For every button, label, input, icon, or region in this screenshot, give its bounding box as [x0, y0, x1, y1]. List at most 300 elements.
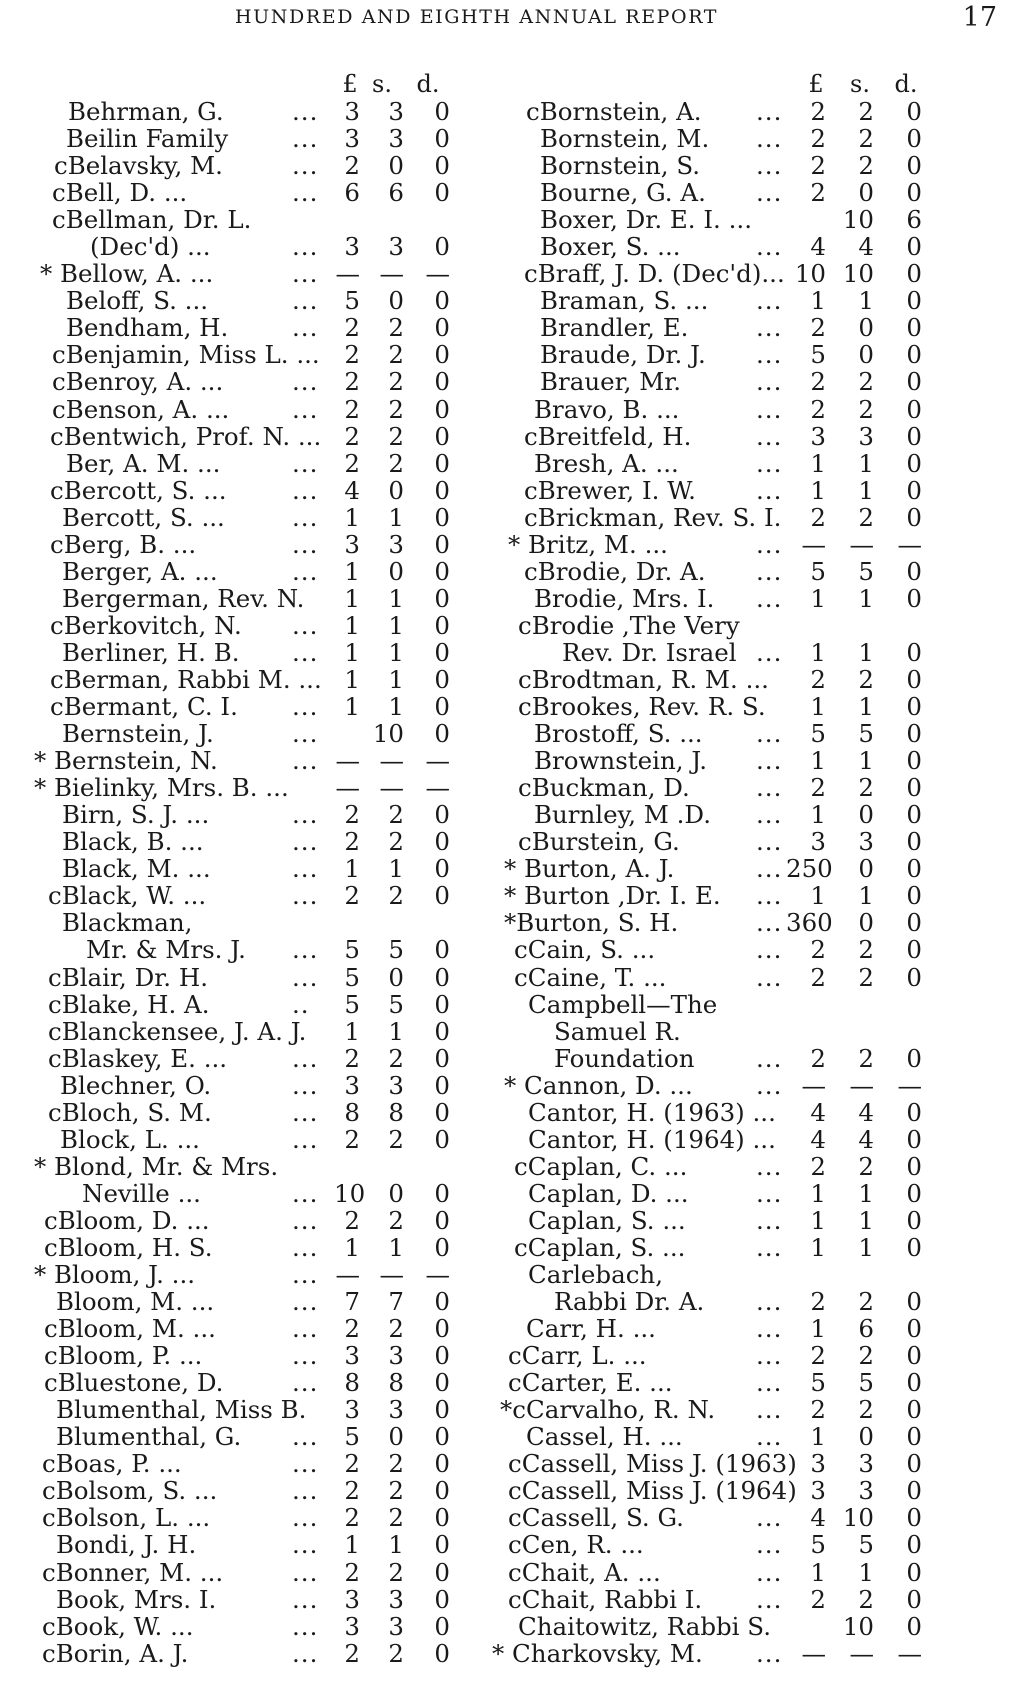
pence-amount: 0: [906, 556, 922, 586]
pence-amount: 0: [906, 1287, 922, 1317]
leader-dots: ...: [756, 1557, 783, 1587]
pence-amount: 0: [906, 475, 922, 505]
shillings-amount: 6: [388, 178, 404, 208]
pounds-amount: 2: [344, 881, 360, 911]
pounds-amount: 2: [810, 313, 826, 343]
subscription-row: [34, 1288, 504, 1315]
pence-amount: —: [425, 1260, 450, 1290]
shillings-amount: 5: [388, 989, 404, 1019]
subscription-row: [508, 1341, 998, 1371]
pounds-amount: 2: [344, 1557, 360, 1587]
pence-amount: 0: [906, 746, 922, 776]
pounds-amount: 2: [810, 124, 826, 154]
subscription-row: [518, 314, 998, 341]
subscription-row: [34, 558, 504, 585]
shillings-amount: 2: [388, 1043, 404, 1073]
shillings-amount: 2: [388, 1557, 404, 1587]
pence-amount: 0: [434, 719, 450, 749]
pence-amount: 0: [906, 773, 922, 803]
pounds-amount: 1: [810, 286, 826, 316]
subscriber-name: Boxer, Dr. E. I. ...: [540, 205, 752, 235]
shillings-amount: 1: [388, 664, 404, 694]
subscription-row: [492, 1638, 998, 1668]
subscription-row: [504, 854, 998, 884]
subscriber-name: Brostoff, S. ...: [534, 719, 703, 749]
pence-amount: 0: [906, 962, 922, 992]
left-column: [34, 70, 504, 1667]
subscriber-name: cBonner, M. ...: [42, 1557, 224, 1587]
shillings-amount: 3: [858, 1476, 874, 1506]
subscriber-name: * Bellow, A. ...: [40, 259, 214, 289]
pounds-amount: 1: [344, 502, 360, 532]
leader-dots: ...: [292, 1449, 319, 1479]
subscription-row: [518, 1288, 998, 1315]
shillings-amount: 1: [388, 583, 404, 613]
shillings-amount: 3: [388, 97, 404, 126]
pounds-amount: 3: [344, 124, 360, 154]
shillings-amount: 1: [388, 854, 404, 884]
pounds-amount: 1: [344, 1530, 360, 1560]
subscription-row: [34, 666, 504, 693]
shillings-amount: 0: [388, 151, 404, 181]
pounds-amount: 2: [344, 827, 360, 857]
subscriber-name: * Bloom, J. ...: [34, 1260, 196, 1290]
shillings-amount: 2: [388, 1638, 404, 1668]
shillings-amount: 2: [388, 1124, 404, 1154]
subscription-row: [34, 612, 504, 639]
pounds-amount: 3: [344, 1611, 360, 1641]
leader-dots: ...: [756, 881, 783, 911]
pence-amount: 0: [434, 989, 450, 1019]
shillings-amount: 1: [858, 637, 874, 667]
subscriber-name: Cassel, H. ...: [526, 1422, 683, 1452]
shillings-amount: —: [849, 529, 874, 559]
subscription-row: [514, 1232, 998, 1262]
subscriber-name: Burnley, M .D.: [534, 800, 711, 830]
subscription-row: [34, 1586, 504, 1613]
leader-dots: ...: [292, 800, 319, 830]
subscription-row: [34, 260, 504, 287]
page-header: [0, 0, 1027, 40]
pence-amount: 0: [434, 529, 450, 559]
leader-dots: ...: [756, 1232, 783, 1262]
subscription-row: [34, 1099, 504, 1126]
pounds-amount: 3: [344, 1584, 360, 1614]
pounds-amount: 2: [810, 1043, 826, 1073]
pounds-amount: 3: [810, 421, 826, 451]
subscription-row: [34, 396, 504, 423]
leader-dots: ...: [756, 1422, 783, 1452]
shillings-amount: 2: [858, 1151, 874, 1181]
pence-amount: 0: [906, 692, 922, 722]
pence-amount: 0: [906, 1097, 922, 1127]
leader-dots: ...: [292, 1476, 319, 1506]
subscriber-name: cBuckman, D.: [518, 773, 690, 803]
pence-amount: 0: [434, 97, 450, 126]
pounds-amount: 2: [810, 1151, 826, 1181]
pounds-amount: 5: [344, 962, 360, 992]
pence-amount: 0: [434, 286, 450, 316]
subscriber-name: cChait, Rabbi I.: [508, 1584, 703, 1614]
pence-amount: 0: [434, 1503, 450, 1533]
subscriber-name: cBlair, Dr. H.: [48, 962, 208, 992]
subscription-row: [34, 152, 504, 179]
subscription-row: [34, 828, 504, 855]
pence-amount: 0: [906, 800, 922, 830]
pounds-amount: —: [801, 1070, 826, 1100]
pence-amount: 0: [434, 827, 450, 857]
subscriber-name: cCassell, S. G.: [508, 1503, 684, 1533]
shillings-amount: 1: [388, 692, 404, 722]
subscriber-name: cBrickman, Rev. S. I.: [524, 502, 782, 532]
pence-amount: 0: [906, 1476, 922, 1506]
pence-amount: 0: [906, 1314, 922, 1344]
pounds-amount: —: [335, 746, 360, 776]
pence-amount: 0: [906, 1557, 922, 1587]
subscription-row: [34, 1315, 504, 1342]
subscription-row: [518, 1261, 998, 1288]
subscription-row: [514, 962, 998, 992]
leader-dots: ...: [292, 692, 319, 722]
pounds-amount: 2: [344, 448, 360, 478]
shillings-amount: 0: [858, 800, 874, 830]
subscriber-name: Berliner, H. B.: [62, 637, 240, 667]
leader-dots: ...: [756, 827, 783, 857]
shillings-amount: 5: [858, 1368, 874, 1398]
pence-amount: 0: [434, 394, 450, 424]
subscription-row: [34, 125, 504, 152]
leader-dots: ..: [292, 989, 310, 1019]
leader-dots: ...: [756, 1341, 783, 1371]
leader-dots: ...: [292, 151, 319, 181]
leader-dots: ...: [292, 1314, 319, 1344]
subscription-row: [34, 423, 504, 450]
subscription-row: [518, 260, 998, 287]
subscription-row: [504, 908, 998, 938]
shillings-amount: 2: [388, 881, 404, 911]
leader-dots: ...: [292, 1070, 319, 1100]
leader-dots: ...: [292, 1232, 319, 1262]
subscription-row: [518, 747, 998, 774]
subscriber-name: cCaplan, C. ...: [514, 1151, 688, 1181]
subscription-row: [514, 935, 998, 965]
subscriber-name: cBrookes, Rev. R. S.: [518, 692, 766, 722]
leader-dots: ...: [292, 448, 319, 478]
pence-amount: 0: [906, 1422, 922, 1452]
subscriber-name: Brauer, Mr.: [540, 367, 682, 397]
subscriber-name: cBentwich, Prof. N. ...: [50, 421, 322, 451]
leader-dots: ...: [292, 286, 319, 316]
subscriber-name: cBloom, H. S.: [44, 1232, 213, 1262]
pence-amount: 0: [906, 1584, 922, 1614]
shillings-amount: 1: [858, 881, 874, 911]
pounds-amount: 1: [810, 637, 826, 667]
pence-amount: 0: [906, 1368, 922, 1398]
shillings-amount: 1: [388, 502, 404, 532]
shillings-amount: 3: [388, 124, 404, 154]
leader-dots: ...: [292, 1557, 319, 1587]
report-title: HUNDRED AND EIGHTH ANNUAL REPORT: [235, 6, 719, 28]
subscriber-name: * Charkovsky, M.: [492, 1638, 703, 1668]
pence-amount: 0: [906, 1449, 922, 1479]
subscriber-name: Bresh, A. ...: [534, 448, 679, 478]
pence-amount: 0: [906, 232, 922, 262]
pounds-amount: 1: [344, 1016, 360, 1046]
leader-dots: ...: [292, 97, 319, 126]
subscription-row: [518, 1423, 998, 1450]
shillings-amount: 2: [388, 827, 404, 857]
pence-amount: 0: [434, 935, 450, 965]
pounds-amount: 5: [810, 556, 826, 586]
subscriber-name: cBlake, H. A.: [48, 989, 210, 1019]
subscriber-name: Boxer, S. ...: [540, 232, 681, 262]
pounds-amount: 3: [344, 1395, 360, 1425]
leader-dots: ...: [292, 1205, 319, 1235]
subscriber-name: (Dec'd) ...: [90, 232, 211, 262]
pence-amount: 0: [434, 692, 450, 722]
subscriber-name: cBraff, J. D. (Dec'd)...: [524, 259, 785, 289]
pounds-amount: 3: [810, 827, 826, 857]
shillings-amount: 5: [388, 935, 404, 965]
shillings-amount: —: [379, 773, 404, 803]
subscription-row: [504, 1070, 998, 1100]
shillings-amount: 3: [388, 1611, 404, 1641]
pence-amount: 0: [434, 1476, 450, 1506]
leader-dots: ...: [292, 259, 319, 289]
pounds-amount: 250: [786, 854, 833, 884]
subscription-row: [518, 287, 998, 314]
pence-amount: 0: [906, 1178, 922, 1208]
pence-amount: 0: [434, 313, 450, 343]
subscription-row: [34, 1396, 504, 1423]
pence-amount: 0: [434, 1016, 450, 1046]
subscriber-name: cBenroy, A. ...: [52, 367, 224, 397]
subscription-row: [34, 341, 504, 368]
shillings-amount: 0: [388, 1178, 404, 1208]
pence-amount: 0: [906, 854, 922, 884]
subscription-row: [34, 747, 504, 774]
shillings-amount: 5: [858, 556, 874, 586]
subscriber-name: cBloom, D. ...: [44, 1205, 210, 1235]
pounds-amount: 3: [810, 1476, 826, 1506]
pence-amount: 0: [434, 421, 450, 451]
pence-amount: 0: [906, 340, 922, 370]
subscriber-name: Bourne, G. A.: [540, 178, 706, 208]
leader-dots: ...: [292, 1368, 319, 1398]
shillings-amount: 2: [858, 664, 874, 694]
shillings-amount: 2: [388, 1476, 404, 1506]
shillings-amount: 4: [858, 1097, 874, 1127]
subscriber-name: Rabbi Dr. A.: [554, 1287, 705, 1317]
subscriber-name: cBornstein, A.: [526, 97, 702, 126]
subscriber-name: cBenjamin, Miss L. ...: [52, 340, 320, 370]
subscription-row: [34, 233, 504, 260]
pounds-amount: 4: [810, 1124, 826, 1154]
pounds-amount: 3: [344, 529, 360, 559]
subscriber-name: cCarr, L. ...: [508, 1341, 647, 1371]
pence-amount: 0: [906, 421, 922, 451]
subscription-row: [34, 1342, 504, 1369]
subscriber-name: cBurstein, G.: [518, 827, 680, 857]
pence-amount: 0: [906, 1395, 922, 1425]
currency-units-header: [34, 70, 504, 98]
subscription-row: [34, 1531, 504, 1558]
leader-dots: ...: [756, 773, 783, 803]
leader-dots: ...: [756, 637, 783, 667]
pounds-amount: 2: [344, 340, 360, 370]
shillings-amount: 0: [858, 1422, 874, 1452]
pence-amount: 0: [434, 854, 450, 884]
pounds-amount: 2: [810, 1584, 826, 1614]
subscriber-name: Braude, Dr. J.: [540, 340, 706, 370]
shillings-amount: 2: [858, 367, 874, 397]
pence-amount: 0: [434, 367, 450, 397]
shillings-amount: 3: [858, 827, 874, 857]
subscriber-name: cBloom, P. ...: [44, 1341, 203, 1371]
subscriber-name: Neville ...: [82, 1178, 201, 1208]
subscription-row: [34, 1613, 504, 1640]
pounds-amount: 2: [810, 1341, 826, 1371]
pounds-amount: 5: [810, 1530, 826, 1560]
pence-amount: 0: [434, 1395, 450, 1425]
subscriber-name: cBreitfeld, H.: [524, 421, 692, 451]
pence-amount: 0: [434, 1287, 450, 1317]
pence-amount: 0: [906, 1232, 922, 1262]
leader-dots: ...: [292, 313, 319, 343]
leader-dots: ...: [756, 1584, 783, 1614]
subscription-row: [518, 368, 998, 395]
pounds-amount: 1: [810, 1205, 826, 1235]
subscriber-name: Chaitowitz, Rabbi S.: [518, 1611, 772, 1641]
subscriber-name: cBerkovitch, N.: [50, 610, 242, 640]
leader-dots: ...: [756, 97, 783, 126]
subscription-row: [34, 855, 504, 882]
pence-amount: 0: [906, 1503, 922, 1533]
subscriber-name: Brandler, E.: [540, 313, 689, 343]
leader-dots: ...: [756, 1070, 783, 1100]
shillings-amount: 1: [858, 1178, 874, 1208]
pence-amount: 0: [434, 448, 450, 478]
subscriber-name: cBrewer, I. W.: [524, 475, 696, 505]
shillings-amount: 1: [858, 692, 874, 722]
pence-amount: 0: [434, 151, 450, 181]
subscriber-name: * Burton ,Dr. I. E.: [504, 881, 721, 911]
shillings-amount: 1: [858, 448, 874, 478]
shillings-amount: 2: [858, 1287, 874, 1317]
pounds-unit: £: [342, 70, 358, 98]
subscription-row: [34, 1180, 504, 1207]
pence-amount: 0: [434, 340, 450, 370]
subscription-row: [518, 774, 998, 801]
subscription-row: [518, 1099, 998, 1126]
subscriber-name: cCaplan, S. ...: [514, 1232, 686, 1262]
subscription-row: [518, 450, 998, 477]
subscriber-name: Book, Mrs. I.: [56, 1584, 217, 1614]
subscriber-name: cBloch, S. M.: [48, 1097, 212, 1127]
pounds-amount: 1: [810, 1232, 826, 1262]
leader-dots: ...: [756, 719, 783, 749]
subscriber-name: Caplan, S. ...: [528, 1205, 686, 1235]
pounds-amount: 3: [344, 1341, 360, 1371]
pounds-amount: 2: [344, 313, 360, 343]
subscriber-name: Ber, A. M. ...: [66, 448, 221, 478]
pounds-amount: 2: [344, 421, 360, 451]
pence-amount: 0: [906, 1611, 922, 1641]
pounds-amount: 360: [786, 908, 833, 938]
subscriber-name: cBluestone, D.: [44, 1368, 224, 1398]
shillings-amount: 1: [858, 746, 874, 776]
leader-dots: ...: [756, 448, 783, 478]
subscriber-name: cBolson, L. ...: [42, 1503, 211, 1533]
shillings-amount: —: [849, 1070, 874, 1100]
pounds-amount: 5: [344, 989, 360, 1019]
subscription-row: [34, 531, 504, 558]
subscription-row: [518, 720, 998, 747]
subscriber-name: Blumenthal, G.: [56, 1422, 242, 1452]
subscription-row: [34, 206, 504, 233]
leader-dots: ...: [756, 421, 783, 451]
pence-amount: 0: [434, 232, 450, 262]
leader-dots: ...: [756, 583, 783, 613]
subscriber-name: Bernstein, J.: [62, 719, 214, 749]
subscription-row: [34, 1261, 504, 1288]
subscription-row: [34, 1450, 504, 1477]
leader-dots: ...: [292, 1530, 319, 1560]
pence-amount: —: [897, 1070, 922, 1100]
subscriber-name: Brodie, Mrs. I.: [534, 583, 715, 613]
pence-amount: —: [425, 259, 450, 289]
subscription-row: [508, 1584, 998, 1614]
shillings-amount: 2: [388, 1314, 404, 1344]
shillings-amount: 6: [858, 1314, 874, 1344]
subscription-row: [34, 368, 504, 395]
pounds-amount: 1: [810, 881, 826, 911]
subscription-row: [518, 179, 998, 206]
subscriber-name: cCarter, E. ...: [508, 1368, 673, 1398]
shillings-amount: 2: [388, 1449, 404, 1479]
subscriber-name: Blumenthal, Miss B.: [56, 1395, 307, 1425]
subscription-row: [34, 477, 504, 504]
leader-dots: ...: [292, 1584, 319, 1614]
pence-amount: 0: [434, 1611, 450, 1641]
pounds-amount: 2: [344, 1043, 360, 1073]
subscription-row: [34, 1018, 504, 1045]
subscription-row: [508, 1557, 998, 1587]
pounds-amount: —: [801, 1638, 826, 1668]
pounds-amount: 6: [344, 178, 360, 208]
leader-dots: ...: [292, 610, 319, 640]
shillings-amount: 3: [388, 529, 404, 559]
subscription-row: [34, 287, 504, 314]
subscriber-name: cBellman, Dr. L.: [52, 205, 252, 235]
pence-amount: 0: [906, 583, 922, 613]
shillings-amount: 0: [388, 556, 404, 586]
shillings-amount: 2: [858, 1395, 874, 1425]
subscription-row: [34, 693, 504, 720]
pounds-amount: 1: [344, 556, 360, 586]
subscription-row: [508, 1476, 998, 1506]
subscriber-name: Black, M. ...: [62, 854, 211, 884]
leader-dots: ...: [756, 313, 783, 343]
leader-dots: ...: [292, 529, 319, 559]
pence-amount: 0: [906, 1151, 922, 1181]
pounds-amount: 2: [344, 1124, 360, 1154]
leader-dots: ...: [292, 394, 319, 424]
subscriber-name: Bloom, M. ...: [56, 1287, 215, 1317]
subscription-row: [34, 450, 504, 477]
page-number: 17: [962, 2, 997, 33]
shillings-amount: 2: [858, 1043, 874, 1073]
